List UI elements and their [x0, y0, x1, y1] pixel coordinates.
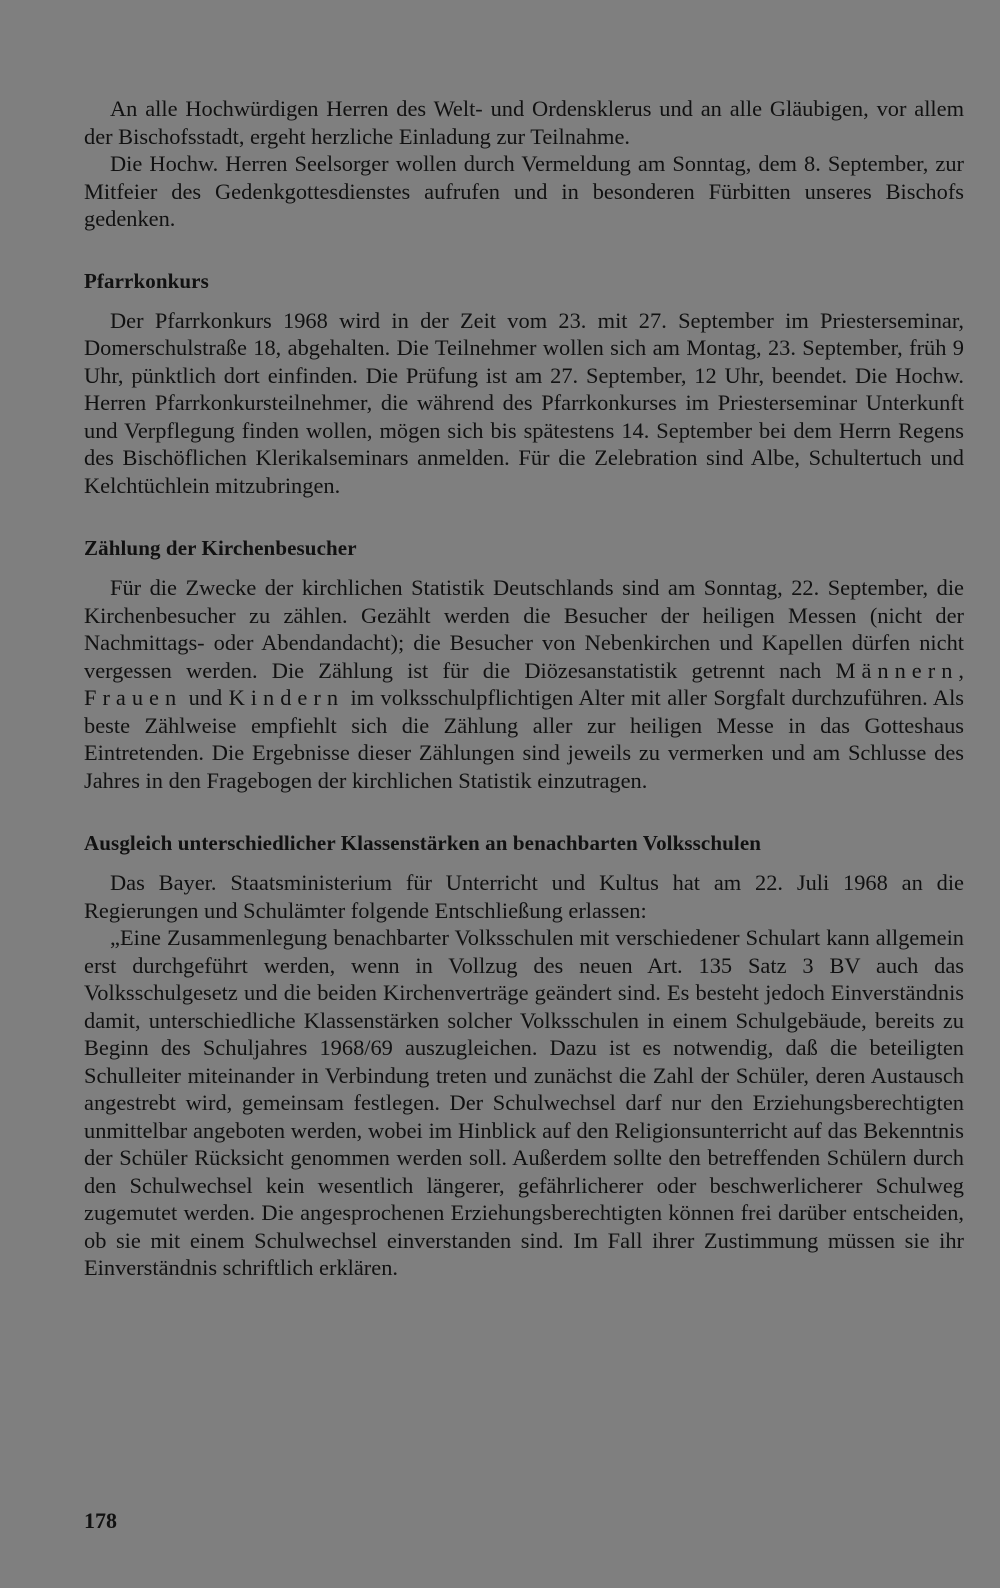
spaced-word-kindern: Kindern: [228, 685, 345, 710]
section-heading-pfarrkonkurs: Pfarrkonkurs: [84, 268, 209, 293]
spaced-word-frauen: Frauen: [84, 685, 183, 710]
spacer: [84, 233, 964, 267]
spacer: [84, 562, 964, 574]
section-heading-ausgleich: Ausgleich unterschiedlicher Klassenstärken an benachbarten Volksschulen: [84, 831, 762, 855]
section-heading-zaehlung: Zählung der Kirchenbesucher: [84, 536, 357, 560]
page-number: 178: [84, 1508, 117, 1533]
ausgleich-paragraph-quote: „Eine Zusammenlegung benachbarter Volksschulen mit verschiedener Schulart kann allgemein erst durchgeführt werden, wenn in Vollzug des neuen Art. 135 Satz 3 BV auch das Volksschulgesetz und die beiden Kirchenverträge geändert sind. Es besteht jedoch Einverständnis damit, unterschiedliche Klassenstärken solcher Volksschulen in einem Schulgebäude, bereits zu Beginn des Schuljahres 1968/69 auszugleichen. Dazu ist es notwendig, daß die beteiligten Schulleiter miteinander in Verbindung treten und zunächst die Zahl der Schüler, deren Austausch angestrebt wird, gemeinsam festlegen. Der Schulwechsel darf nur den Erziehungsberechtigten unmittelbar angeboten werden, wobei im Hinblick auf den Religionsunterricht auf das Bekenntnis der Schüler Rücksicht genommen werden soll. Außerdem sollte den betreffenden Schülern durch den Schulwechsel kein wesentlich längerer, gefährlicherer oder beschwerlicherer Schulweg zugemutet werden. Die angesprochenen Erziehungsberechtigten können frei darüber entscheiden, ob sie mit einem Schulwechsel einverstanden sind. Im Fall ihrer Zustimmung müssen sie ihr Einverständnis schriftlich erklären.: [84, 925, 964, 1280]
intro-paragraph-announcement: Die Hochw. Herren Seelsorger wollen durch Vermeldung am Sonntag, dem 8. September, zur Mitfeier des Gedenkgottesdienstes aufrufen und in besonderen Fürbitten unseres Bischofs gedenken.: [84, 151, 964, 231]
spacer: [84, 794, 964, 829]
page-content: [84, 95, 964, 1282]
intro-paragraph-invitation: An alle Hochwürdigen Herren des Welt- und Ordensklerus und an alle Gläubigen, vor allem der Bischofsstadt, ergeht herzliche Einladung zur Teilnahme.: [84, 96, 964, 149]
spacer: [84, 295, 964, 307]
zaehlung-text-part2: im volksschulpflichtigen Alter mit aller Sorgfalt durchzuführen. Als beste Zählweise empfiehlt sich die Zählung aller zur heiligen Messe in das Gotteshaus Eintretenden. Die Ergebnisse dieser Zählungen sind jeweils zu vermerken und am Schlusse des Jahres in den Fragebogen der kirchlichen Statistik einzutragen.: [84, 685, 965, 793]
zaehlung-text-part1: Für die Zwecke der kirchlichen Statistik Deutschlands sind am Sonntag, 22. September, die Kirchenbesucher zu zählen. Gezählt werden die Besucher der heiligen Messen (nicht der Nachmittags- oder Abendandacht); die Besucher von Nebenkirchen und Kapellen dürfen nicht vergessen werden. Die Zählung ist für die Diözesanstatistik getrennt nach: [84, 575, 964, 683]
spacer: [84, 499, 964, 534]
ausgleich-paragraph-intro: Das Bayer. Staatsministerium für Unterricht und Kultus hat am 22. Juli 1968 an die Regierungen und Schulämter folgende Entschließung erlassen:: [84, 870, 964, 923]
zaehlung-paragraph: [84, 574, 964, 794]
separator-comma: ,: [958, 657, 964, 683]
spaced-word-maenner: Männern: [835, 657, 959, 683]
pfarrkonkurs-paragraph: Der Pfarrkonkurs 1968 wird in der Zeit vom 23. mit 27. September im Priesterseminar, Domerschulstraße 18, abgehalten. Die Teilnehmer wollen sich am Montag, 23. September, früh 9 Uhr, pünktlich dort einfinden. Die Prüfung ist am 27. September, 12 Uhr, beendet. Die Hochw. Herren Pfarrkonkursteilnehmer, die während des Pfarrkonkurses im Priesterseminar Unterkunft und Verpflegung finden wollen, mögen sich bis spätestens 14. September bei dem Herrn Regens des Bischöflichen Klerikalseminars anmelden. Für die Zelebration sind Albe, Schultertuch und Kelchtüchlein mitzubringen.: [84, 307, 964, 498]
spacer: [84, 857, 964, 869]
conjunction-und: und: [182, 685, 229, 710]
